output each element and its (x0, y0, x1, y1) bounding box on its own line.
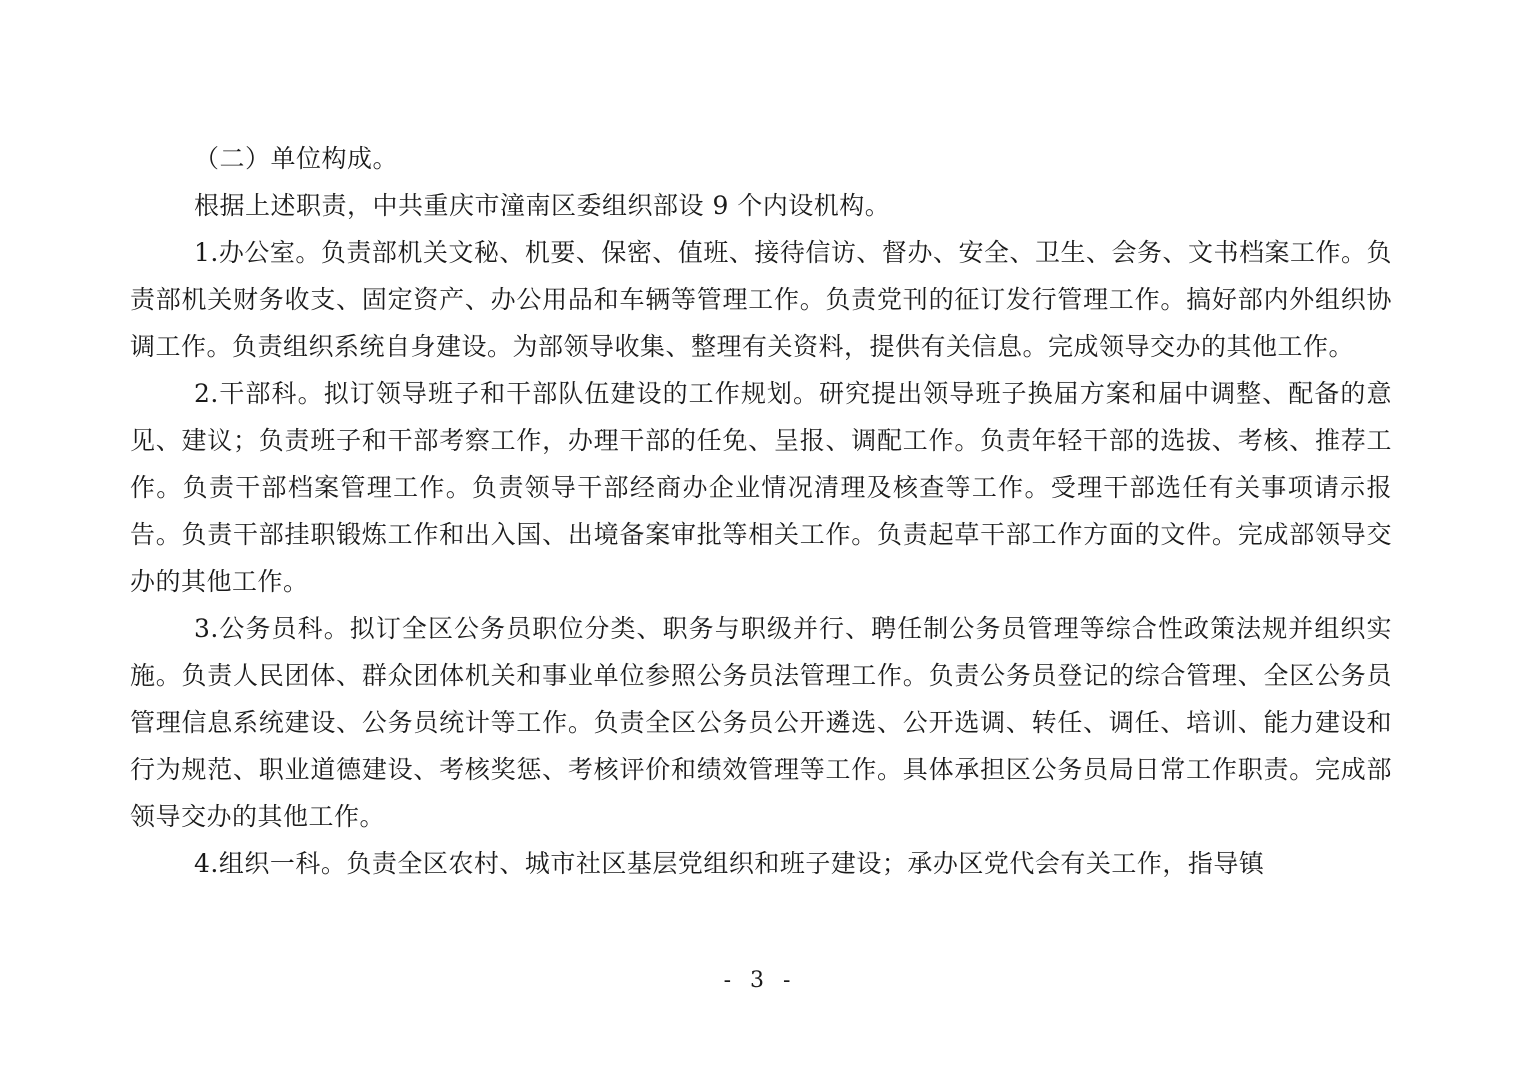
office-paragraph: 1.办公室。负责部机关文秘、机要、保密、值班、接待信访、督办、安全、卫生、会务、文书档案工作。负责部机关财务收支、固定资产、办公用品和车辆等管理工作。负责党刊的征订发行管理工作。搞好部内外组织协调工作。负责组织系统自身建设。为部领导收集、整理有关资料，提供有关信息。完成领导交办的其他工作。 (130, 238, 1392, 361)
document-body (130, 135, 1392, 887)
intro-paragraph: 根据上述职责，中共重庆市潼南区委组织部设 9 个内设机构。 (194, 191, 891, 220)
section-heading: （二）单位构成。 (194, 144, 399, 173)
civil-servant-section-paragraph: 3.公务员科。拟订全区公务员职位分类、职务与职级并行、聘任制公务员管理等综合性政策法规并组织实施。负责人民团体、群众团体机关和事业单位参照公务员法管理工作。负责公务员登记的综合管理、全区公务员管理信息系统建设、公务员统计等工作。负责全区公务员公开遴选、公开选调、转任、调任、培训、能力建设和行为规范、职业道德建设、考核奖惩、考核评价和绩效管理等工作。具体承担区公务员局日常工作职责。完成部领导交办的其他工作。 (130, 614, 1392, 831)
cadre-section-paragraph: 2.干部科。拟订领导班子和干部队伍建设的工作规划。研究提出领导班子换届方案和届中调整、配备的意见、建议；负责班子和干部考察工作，办理干部的任免、呈报、调配工作。负责年轻干部的选拔、考核、推荐工作。负责干部档案管理工作。负责领导干部经商办企业情况清理及核查等工作。受理干部选任有关事项请示报告。负责干部挂职锻炼工作和出入国、出境备案审批等相关工作。负责起草干部工作方面的文件。完成部领导交办的其他工作。 (130, 379, 1392, 596)
page-number: - 3 - (723, 968, 797, 993)
organization-section-paragraph: 4.组织一科。负责全区农村、城市社区基层党组织和班子建设；承办区党代会有关工作，指导镇 (194, 849, 1265, 878)
